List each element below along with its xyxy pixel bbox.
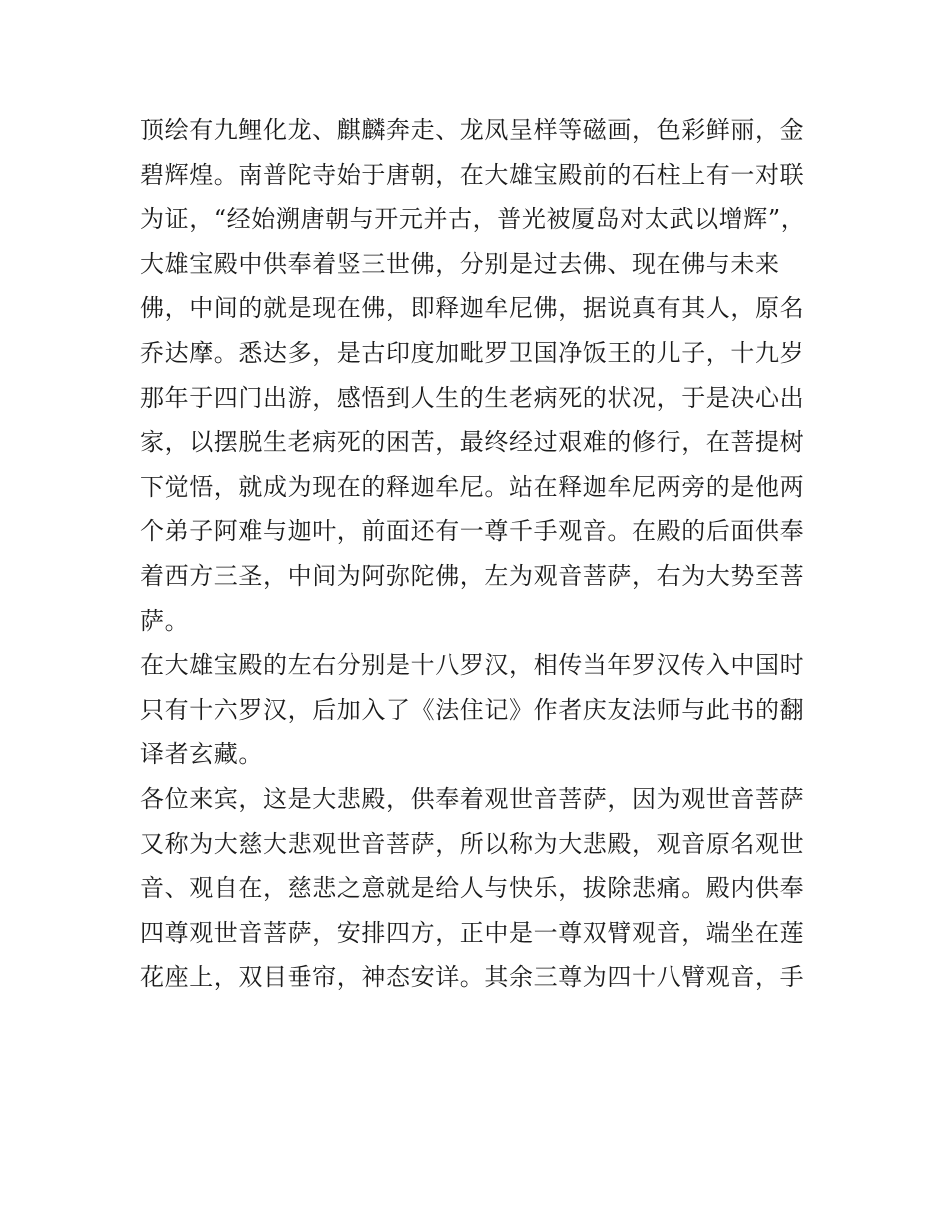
- text-line: 碧辉煌。南普陀寺始于唐朝，在大雄宝殿前的石柱上有一对联: [140, 160, 805, 189]
- text-line: 又称为大慈大悲观世音菩萨，所以称为大悲殿，观音原名观世: [140, 829, 805, 858]
- text-line: 大雄宝殿中供奉着竖三世佛，分别是过去佛、现在佛与未来: [140, 249, 780, 278]
- text-line: 家，以摆脱生老病死的困苦，最终经过艰难的修行，在菩提树: [140, 428, 805, 457]
- text-line: 顶绘有九鲤化龙、麒麟奔走、龙凤呈样等磁画，色彩鲜丽，金: [140, 116, 805, 144]
- text-line: 着西方三圣，中间为阿弥陀佛，左为观音菩萨，右为大势至菩: [140, 561, 805, 590]
- text-line: 花座上，双目垂帘，神态安详。其余三尊为四十八臂观音，手: [140, 963, 805, 992]
- text-line: 只有十六罗汉，后加入了《法住记》作者庆友法师与此书的翻: [140, 695, 805, 724]
- text-line: 音、观自在，慈悲之意就是给人与快乐，拔除悲痛。殿内供奉: [140, 874, 805, 903]
- text-line: 为证，“经始溯唐朝与开元并古，普光被厦岛对太武以增辉”，: [140, 205, 806, 234]
- text-line: 四尊观世音菩萨，安排四方，正中是一尊双臂观音，端坐在莲: [140, 918, 805, 947]
- text-line: 译者玄藏。: [140, 740, 263, 769]
- text-line: 佛，中间的就是现在佛，即释迦牟尼佛，据说真有其人，原名: [140, 294, 805, 323]
- text-line: 各位来宾，这是大悲殿，供奉着观世音菩萨，因为观世音菩萨: [140, 784, 805, 813]
- text-line: 下觉悟，就成为现在的释迦牟尼。站在释迦牟尼两旁的是他两: [140, 472, 805, 501]
- text-line: 在大雄宝殿的左右分别是十八罗汉，相传当年罗汉传入中国时: [140, 651, 805, 680]
- text-line: 那年于四门出游，感悟到人生的生老病死的状况，于是决心出: [140, 383, 805, 412]
- body-text: [140, 108, 820, 1000]
- text-line: 萨。: [140, 606, 190, 635]
- text-line: 个弟子阿难与迦叶，前面还有一尊千手观音。在殿的后面供奉: [140, 517, 805, 546]
- text-line: 乔达摩。悉达多，是古印度加毗罗卫国净饭王的儿子，十九岁: [140, 338, 805, 367]
